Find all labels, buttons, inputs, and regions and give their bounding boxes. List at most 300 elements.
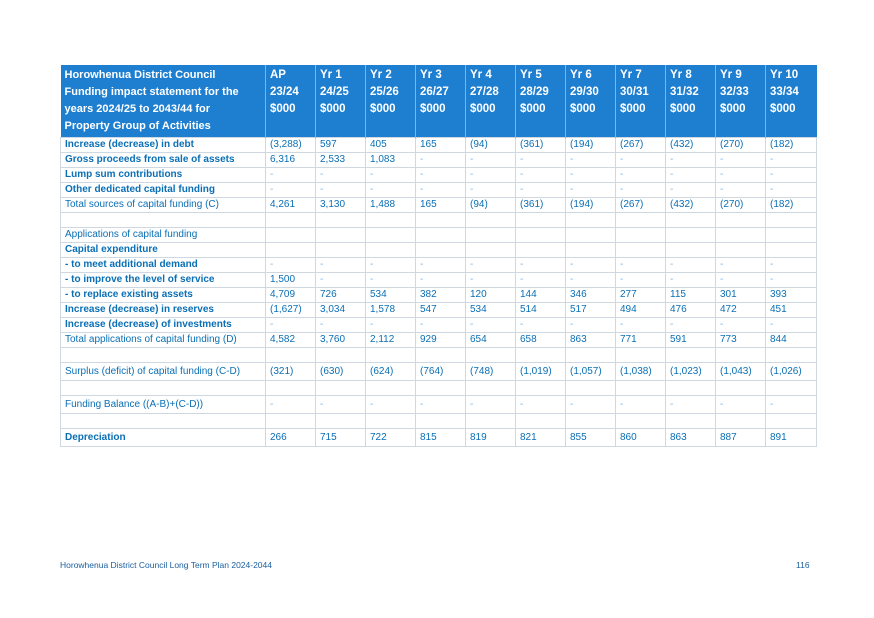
table-body: [61, 138, 817, 447]
value-cell: 4,582: [266, 333, 316, 348]
column-header-line: Yr 9: [720, 69, 742, 81]
value-cell: -: [616, 183, 666, 198]
value-cell: -: [616, 153, 666, 168]
table-row: [61, 273, 817, 288]
value-cell: [566, 228, 616, 243]
value-cell: [416, 348, 466, 363]
value-cell: 1,578: [366, 303, 416, 318]
column-header-line: Yr 7: [620, 69, 642, 81]
row-label: Funding Balance ((A-B)+(C-D)): [61, 396, 266, 414]
column-header-line: Yr 2: [370, 69, 392, 81]
value-cell: -: [316, 396, 366, 414]
value-cell: -: [766, 183, 817, 198]
table-row: [61, 213, 817, 228]
value-cell: -: [716, 153, 766, 168]
value-cell: 1,083: [366, 153, 416, 168]
column-header: [316, 65, 366, 138]
value-cell: [616, 243, 666, 258]
value-cell: (1,627): [266, 303, 316, 318]
value-cell: (194): [566, 198, 616, 213]
value-cell: [466, 348, 516, 363]
value-cell: [416, 381, 466, 396]
row-label: Increase (decrease) in debt: [61, 138, 266, 153]
value-cell: -: [366, 396, 416, 414]
value-cell: [666, 228, 716, 243]
column-header-line: Yr 3: [420, 69, 442, 81]
value-cell: -: [666, 396, 716, 414]
table-row: [61, 183, 817, 198]
column-header: [266, 65, 316, 138]
value-cell: -: [466, 318, 516, 333]
table-row: [61, 138, 817, 153]
value-cell: -: [716, 168, 766, 183]
value-cell: -: [266, 183, 316, 198]
value-cell: [716, 213, 766, 228]
value-cell: [466, 243, 516, 258]
value-cell: -: [566, 318, 616, 333]
value-cell: [416, 414, 466, 429]
row-label: Other dedicated capital funding: [61, 183, 266, 198]
column-header-line: 25/26: [370, 86, 399, 98]
value-cell: [716, 414, 766, 429]
value-cell: [716, 381, 766, 396]
value-cell: -: [616, 273, 666, 288]
value-cell: 3,130: [316, 198, 366, 213]
value-cell: [616, 414, 666, 429]
value-cell: 547: [416, 303, 466, 318]
value-cell: (1,026): [766, 363, 817, 381]
table-title-line: Property Group of Activities: [64, 120, 211, 132]
column-header-line: $000: [670, 103, 696, 115]
value-cell: -: [666, 168, 716, 183]
column-header-line: 29/30: [570, 86, 599, 98]
value-cell: (748): [466, 363, 516, 381]
value-cell: -: [766, 153, 817, 168]
row-label: [61, 381, 266, 396]
column-header-line: 33/34: [770, 86, 799, 98]
value-cell: -: [466, 183, 516, 198]
value-cell: (1,043): [716, 363, 766, 381]
value-cell: 6,316: [266, 153, 316, 168]
value-cell: [266, 414, 316, 429]
value-cell: -: [716, 318, 766, 333]
value-cell: -: [516, 168, 566, 183]
table-title-line: Funding impact statement for the: [64, 86, 239, 98]
row-label: Total applications of capital funding (D): [61, 333, 266, 348]
value-cell: [366, 381, 416, 396]
value-cell: -: [566, 153, 616, 168]
column-header-line: 30/31: [620, 86, 649, 98]
value-cell: [516, 213, 566, 228]
value-cell: [466, 228, 516, 243]
value-cell: [766, 213, 817, 228]
value-cell: -: [316, 318, 366, 333]
value-cell: -: [666, 153, 716, 168]
value-cell: [716, 243, 766, 258]
column-header: [616, 65, 666, 138]
value-cell: 1,488: [366, 198, 416, 213]
value-cell: 144: [516, 288, 566, 303]
column-header-line: 24/25: [320, 86, 349, 98]
value-cell: -: [616, 258, 666, 273]
value-cell: -: [666, 273, 716, 288]
table-row: [61, 333, 817, 348]
value-cell: [566, 213, 616, 228]
column-header-line: $000: [620, 103, 646, 115]
table-row: [61, 243, 817, 258]
value-cell: (432): [666, 198, 716, 213]
value-cell: -: [466, 258, 516, 273]
row-label: Applications of capital funding: [61, 228, 266, 243]
value-cell: (432): [666, 138, 716, 153]
value-cell: [266, 243, 316, 258]
value-cell: [366, 414, 416, 429]
value-cell: 844: [766, 333, 817, 348]
value-cell: 4,709: [266, 288, 316, 303]
value-cell: [516, 348, 566, 363]
column-header-line: $000: [720, 103, 746, 115]
table-title-line: Horowhenua District Council: [64, 69, 216, 81]
value-cell: [466, 381, 516, 396]
column-header-line: AP: [270, 69, 286, 81]
value-cell: 266: [266, 429, 316, 447]
column-header-line: Yr 5: [520, 69, 542, 81]
value-cell: -: [366, 168, 416, 183]
row-label: - to replace existing assets: [61, 288, 266, 303]
value-cell: -: [366, 258, 416, 273]
value-cell: [266, 348, 316, 363]
value-cell: -: [316, 168, 366, 183]
value-cell: (321): [266, 363, 316, 381]
row-label: - to meet additional demand: [61, 258, 266, 273]
value-cell: (1,019): [516, 363, 566, 381]
value-cell: 494: [616, 303, 666, 318]
value-cell: 929: [416, 333, 466, 348]
value-cell: [666, 414, 716, 429]
value-cell: [516, 381, 566, 396]
value-cell: (1,023): [666, 363, 716, 381]
column-header: [516, 65, 566, 138]
value-cell: -: [666, 183, 716, 198]
value-cell: [316, 381, 366, 396]
value-cell: 771: [616, 333, 666, 348]
column-header: [766, 65, 817, 138]
value-cell: [666, 348, 716, 363]
column-header: [416, 65, 466, 138]
table-row: [61, 303, 817, 318]
table-row: [61, 198, 817, 213]
value-cell: -: [566, 273, 616, 288]
value-cell: -: [416, 258, 466, 273]
value-cell: -: [266, 318, 316, 333]
value-cell: -: [666, 318, 716, 333]
value-cell: 472: [716, 303, 766, 318]
value-cell: -: [516, 318, 566, 333]
column-header-line: 32/33: [720, 86, 749, 98]
column-header-line: Yr 10: [770, 69, 799, 81]
value-cell: (361): [516, 198, 566, 213]
value-cell: -: [766, 396, 817, 414]
column-header: [566, 65, 616, 138]
value-cell: 1,500: [266, 273, 316, 288]
value-cell: (624): [366, 363, 416, 381]
value-cell: [266, 228, 316, 243]
value-cell: -: [416, 273, 466, 288]
value-cell: -: [516, 258, 566, 273]
column-header: [366, 65, 416, 138]
value-cell: -: [716, 273, 766, 288]
value-cell: 277: [616, 288, 666, 303]
value-cell: [466, 414, 516, 429]
value-cell: [366, 228, 416, 243]
value-cell: 722: [366, 429, 416, 447]
value-cell: (3,288): [266, 138, 316, 153]
value-cell: 115: [666, 288, 716, 303]
value-cell: 2,112: [366, 333, 416, 348]
value-cell: [416, 213, 466, 228]
row-label: Depreciation: [61, 429, 266, 447]
value-cell: [616, 228, 666, 243]
value-cell: [416, 243, 466, 258]
value-cell: 3,034: [316, 303, 366, 318]
value-cell: [566, 348, 616, 363]
value-cell: [716, 228, 766, 243]
value-cell: -: [316, 183, 366, 198]
table-row: [61, 414, 817, 429]
value-cell: 451: [766, 303, 817, 318]
column-header: [716, 65, 766, 138]
value-cell: -: [566, 168, 616, 183]
table-row: [61, 288, 817, 303]
value-cell: -: [466, 168, 516, 183]
table-row: [61, 396, 817, 414]
value-cell: 654: [466, 333, 516, 348]
value-cell: 863: [666, 429, 716, 447]
value-cell: 476: [666, 303, 716, 318]
value-cell: -: [716, 396, 766, 414]
value-cell: [666, 381, 716, 396]
value-cell: (194): [566, 138, 616, 153]
table-title: [61, 65, 266, 138]
column-header-line: $000: [420, 103, 446, 115]
value-cell: -: [566, 396, 616, 414]
table-row: [61, 348, 817, 363]
value-cell: -: [566, 183, 616, 198]
footer-page-number: 116: [796, 560, 810, 570]
value-cell: [316, 414, 366, 429]
funding-impact-statement-table: [60, 65, 817, 447]
column-header: [466, 65, 516, 138]
row-label: Increase (decrease) of investments: [61, 318, 266, 333]
value-cell: -: [516, 273, 566, 288]
column-header-line: Yr 1: [320, 69, 342, 81]
value-cell: -: [366, 318, 416, 333]
column-header-line: Yr 4: [470, 69, 492, 81]
value-cell: -: [316, 273, 366, 288]
value-cell: -: [616, 168, 666, 183]
value-cell: (182): [766, 138, 817, 153]
table-row: [61, 429, 817, 447]
value-cell: -: [416, 168, 466, 183]
value-cell: 517: [566, 303, 616, 318]
value-cell: (270): [716, 198, 766, 213]
value-cell: 393: [766, 288, 817, 303]
value-cell: (182): [766, 198, 817, 213]
column-header-line: $000: [570, 103, 596, 115]
table-row: [61, 381, 817, 396]
value-cell: 514: [516, 303, 566, 318]
value-cell: (267): [616, 198, 666, 213]
value-cell: [666, 213, 716, 228]
column-header-line: 31/32: [670, 86, 699, 98]
value-cell: 726: [316, 288, 366, 303]
value-cell: [616, 381, 666, 396]
value-cell: 165: [416, 138, 466, 153]
value-cell: -: [516, 396, 566, 414]
row-label: [61, 213, 266, 228]
value-cell: [566, 381, 616, 396]
row-label: Total sources of capital funding (C): [61, 198, 266, 213]
value-cell: 821: [516, 429, 566, 447]
value-cell: 658: [516, 333, 566, 348]
value-cell: [616, 213, 666, 228]
value-cell: -: [266, 258, 316, 273]
value-cell: -: [766, 318, 817, 333]
value-cell: -: [416, 396, 466, 414]
value-cell: [516, 243, 566, 258]
value-cell: [316, 213, 366, 228]
value-cell: 3,760: [316, 333, 366, 348]
value-cell: 773: [716, 333, 766, 348]
value-cell: -: [416, 153, 466, 168]
column-header-line: $000: [470, 103, 496, 115]
value-cell: 819: [466, 429, 516, 447]
value-cell: [316, 243, 366, 258]
row-label: [61, 414, 266, 429]
value-cell: [316, 348, 366, 363]
value-cell: (270): [716, 138, 766, 153]
value-cell: -: [316, 258, 366, 273]
row-label: [61, 348, 266, 363]
value-cell: 120: [466, 288, 516, 303]
value-cell: -: [766, 273, 817, 288]
value-cell: [416, 228, 466, 243]
value-cell: 887: [716, 429, 766, 447]
value-cell: 597: [316, 138, 366, 153]
column-header-line: $000: [520, 103, 546, 115]
value-cell: [766, 228, 817, 243]
value-cell: [516, 228, 566, 243]
table-row: [61, 168, 817, 183]
value-cell: -: [616, 318, 666, 333]
value-cell: [266, 213, 316, 228]
table-row: [61, 258, 817, 273]
value-cell: (630): [316, 363, 366, 381]
column-header-line: 27/28: [470, 86, 499, 98]
table-row: [61, 318, 817, 333]
value-cell: 405: [366, 138, 416, 153]
value-cell: [366, 348, 416, 363]
column-header-line: 26/27: [420, 86, 449, 98]
value-cell: (1,038): [616, 363, 666, 381]
value-cell: 715: [316, 429, 366, 447]
value-cell: 534: [366, 288, 416, 303]
row-label: Capital expenditure: [61, 243, 266, 258]
row-label: Increase (decrease) in reserves: [61, 303, 266, 318]
value-cell: -: [766, 258, 817, 273]
value-cell: -: [466, 396, 516, 414]
column-header: [666, 65, 716, 138]
value-cell: -: [466, 153, 516, 168]
value-cell: [766, 414, 817, 429]
value-cell: 382: [416, 288, 466, 303]
column-header-line: 28/29: [520, 86, 549, 98]
column-header-line: $000: [270, 103, 296, 115]
table-header-row: [61, 65, 817, 138]
value-cell: [566, 243, 616, 258]
value-cell: [766, 381, 817, 396]
column-header-line: Yr 8: [670, 69, 692, 81]
value-cell: -: [266, 396, 316, 414]
value-cell: (764): [416, 363, 466, 381]
value-cell: -: [716, 258, 766, 273]
value-cell: -: [466, 273, 516, 288]
value-cell: -: [516, 183, 566, 198]
value-cell: 2,533: [316, 153, 366, 168]
value-cell: [466, 213, 516, 228]
value-cell: -: [666, 258, 716, 273]
table-row: [61, 228, 817, 243]
value-cell: -: [366, 183, 416, 198]
value-cell: -: [766, 168, 817, 183]
value-cell: -: [616, 396, 666, 414]
value-cell: -: [266, 168, 316, 183]
value-cell: [366, 213, 416, 228]
value-cell: (94): [466, 198, 516, 213]
value-cell: 891: [766, 429, 817, 447]
value-cell: 534: [466, 303, 516, 318]
value-cell: [616, 348, 666, 363]
value-cell: 591: [666, 333, 716, 348]
value-cell: -: [516, 153, 566, 168]
row-label: - to improve the level of service: [61, 273, 266, 288]
value-cell: [766, 243, 817, 258]
value-cell: -: [716, 183, 766, 198]
value-cell: [316, 228, 366, 243]
value-cell: 165: [416, 198, 466, 213]
column-header-line: $000: [770, 103, 796, 115]
value-cell: [766, 348, 817, 363]
value-cell: 860: [616, 429, 666, 447]
value-cell: -: [416, 183, 466, 198]
value-cell: [266, 381, 316, 396]
column-header-line: Yr 6: [570, 69, 592, 81]
table-row: [61, 363, 817, 381]
value-cell: (94): [466, 138, 516, 153]
value-cell: (1,057): [566, 363, 616, 381]
value-cell: [666, 243, 716, 258]
row-label: Gross proceeds from sale of assets: [61, 153, 266, 168]
column-header-line: $000: [320, 103, 346, 115]
row-label: Lump sum contributions: [61, 168, 266, 183]
value-cell: -: [366, 273, 416, 288]
value-cell: -: [566, 258, 616, 273]
value-cell: 4,261: [266, 198, 316, 213]
value-cell: 855: [566, 429, 616, 447]
value-cell: (361): [516, 138, 566, 153]
value-cell: (267): [616, 138, 666, 153]
column-header-line: $000: [370, 103, 396, 115]
